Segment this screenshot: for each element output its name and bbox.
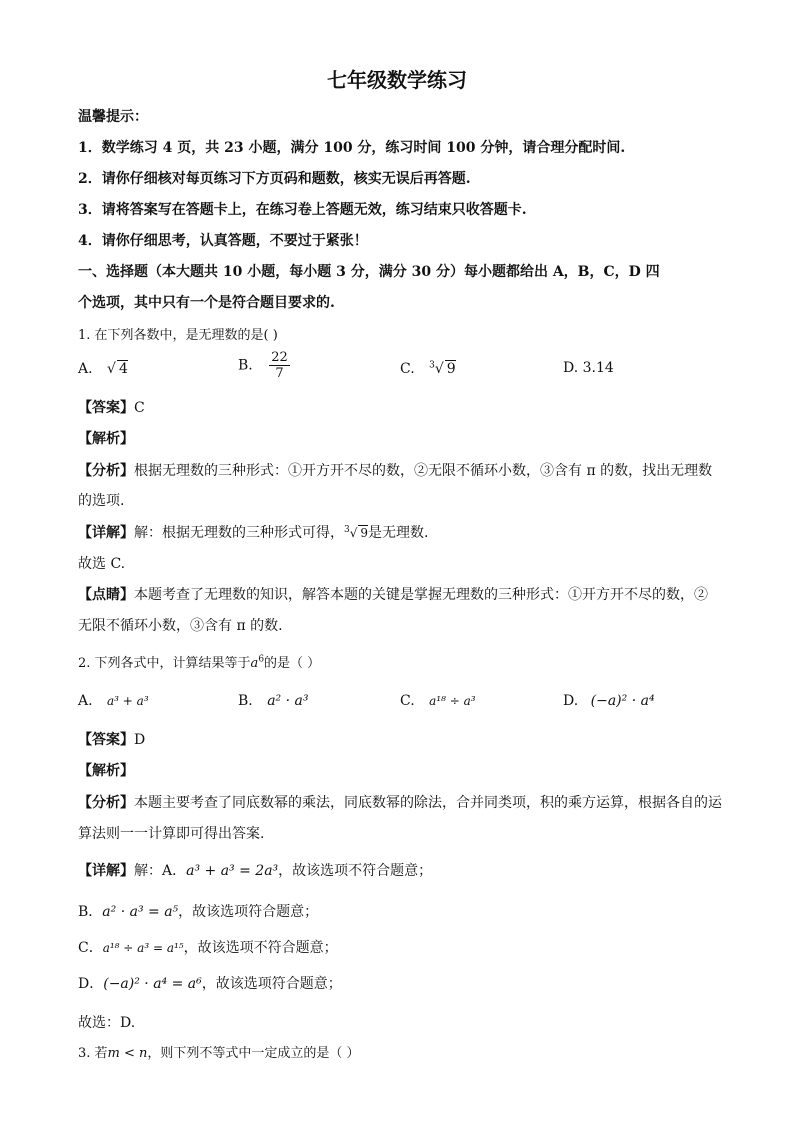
q1-option-c-index: 3 bbox=[429, 360, 435, 371]
q2-jiexi-tag: 【解析】 bbox=[78, 763, 134, 779]
q1-option-a-label: A. bbox=[78, 361, 93, 377]
q3-stem-expr: m < n bbox=[107, 1046, 148, 1061]
q2-guxuan: 故选：D. bbox=[78, 1015, 136, 1031]
q1-xiangjie-post: 是无理数. bbox=[368, 525, 429, 541]
section-heading-line-1: 一、选择题（本大题共 10 小题，每小题 3 分，满分 30 分）每小题都给出 A，B，C，D 四 bbox=[78, 264, 660, 280]
q2-xiangjie-d-expr: (−a)² · a⁴ = a⁶ bbox=[103, 976, 202, 992]
q2-answer bbox=[78, 729, 145, 749]
page-title: 七年级数学练习 bbox=[327, 68, 467, 92]
q1-option-b-denominator: 7 bbox=[275, 366, 284, 381]
notice-item-2: 2．请你仔细核对每页练习下方页码和题数，核实无误后再答题. bbox=[78, 171, 471, 187]
q2-xiangjie-c-pre: C． bbox=[78, 940, 103, 956]
notice-item-4: 4．请你仔细思考，认真答题，不要过于紧张！ bbox=[78, 233, 368, 249]
q2-xiangjie-a-expr: a³ + a³ = 2a³ bbox=[186, 863, 279, 879]
notice-item-1: 1．数学练习 4 页，共 23 小题，满分 100 分，练习时间 100 分钟，请合理分配时间. bbox=[78, 140, 626, 156]
q2-xiangjie-d-post: ，故该选项符合题意； bbox=[201, 976, 342, 992]
q1-option-d: D. 3.14 bbox=[563, 360, 614, 376]
q1-option-b bbox=[238, 350, 290, 381]
q2-xiangjie-a-post: ，故该选项不符合题意； bbox=[278, 863, 433, 879]
q2-option-b-expr: a² · a³ bbox=[267, 693, 309, 709]
q1-option-c-label: C. bbox=[400, 361, 415, 377]
q2-answer-tag: 【答案】 bbox=[78, 732, 134, 748]
q2-fenxi-text-1: 本题主要考查了同底数幂的乘法，同底数幂的除法，合并同类项，积的乘方运算，根据各自的运 bbox=[134, 795, 722, 811]
q3-stem bbox=[78, 1042, 360, 1061]
q2-fenxi-tag: 【分析】 bbox=[78, 795, 134, 811]
q1-dianjing-text-1: 本题考查了无理数的知识，解答本题的关键是掌握无理数的三种形式：①开方开不尽的数，② bbox=[134, 587, 708, 603]
q2-xiangjie-a bbox=[78, 860, 432, 880]
q2-stem-post: 的是（ ） bbox=[264, 656, 321, 671]
q2-stem: 2. 下列各式中，计算结果等于$a^6$的是（ ） bbox=[78, 654, 321, 671]
q2-option-b-label: B. bbox=[238, 693, 253, 709]
q2-xiangjie-c-expr: a¹⁸ ÷ a³ = a¹⁵ bbox=[102, 941, 184, 955]
q2-answer-value: D bbox=[134, 732, 146, 748]
q2-option-b bbox=[238, 693, 308, 709]
q2-xiangjie-c bbox=[78, 937, 338, 957]
q1-xiangjie: 【详解】解：根据无理数的三种形式可得，$^3$√ 9是无理数. bbox=[78, 525, 429, 541]
q2-xiangjie-b-post: ，故该选项符合题意； bbox=[178, 904, 319, 920]
q2-option-c-expr: a¹⁸ ÷ a³ bbox=[429, 694, 476, 708]
q2-xiangjie-a-pre: 解：A． bbox=[134, 863, 187, 879]
q2-option-a-label: A. bbox=[78, 693, 93, 709]
q2-option-d bbox=[563, 693, 655, 709]
q1-answer-tag: 【答案】 bbox=[78, 400, 134, 416]
q1-xiangjie-pre: 解：根据无理数的三种形式可得， bbox=[134, 525, 344, 541]
q1-option-a-value: 4 bbox=[118, 361, 128, 377]
q1-dianjing-tag: 【点睛】 bbox=[78, 587, 134, 603]
q1-jiexi-tag: 【解析】 bbox=[78, 431, 134, 447]
q1-stem: 1. 在下列各数中，是无理数的是( ) bbox=[78, 328, 278, 343]
q2-option-c bbox=[400, 693, 476, 709]
q2-option-d-expr: (−a)² · a⁴ bbox=[590, 693, 655, 709]
q1-guxuan: 故选 C. bbox=[78, 556, 126, 572]
q1-fenxi-text-1: 根据无理数的三种形式：①开方开不尽的数，②无限不循环小数，③含有 π 的数，找出无理数 bbox=[134, 463, 713, 479]
q3-stem-pre: 3. 若 bbox=[78, 1046, 108, 1061]
q1-option-c: C. $^3$√ 9 bbox=[400, 360, 456, 377]
q2-fenxi-line-2: 算法则一一计算即可得出答案. bbox=[78, 826, 265, 842]
q1-xiangjie-value: 9 bbox=[360, 526, 369, 540]
q1-dianjing-line-2: 无限不循环小数，③含有 π 的数. bbox=[78, 618, 283, 634]
q2-fenxi-line-1 bbox=[78, 792, 722, 812]
q2-stem-pre: 2. 下列各式中，计算结果等于 bbox=[78, 656, 251, 671]
q2-xiangjie-tag: 【详解】 bbox=[78, 863, 134, 879]
notice-item-3: 3．请将答案写在答题卡上，在练习卷上答题无效，练习结束只收答题卡. bbox=[78, 202, 527, 218]
q2-xiangjie-b-pre: B． bbox=[78, 904, 103, 920]
q1-option-b-numerator: 22 bbox=[271, 350, 288, 365]
q1-fenxi-line-2: 的选项. bbox=[78, 493, 125, 509]
q2-xiangjie-d-pre: D． bbox=[78, 976, 104, 992]
q1-option-c-value: 9 bbox=[446, 361, 456, 377]
notice-heading: 温馨提示： bbox=[78, 109, 148, 125]
q3-stem-post: ，则下列不等式中一定成立的是（ ） bbox=[147, 1046, 360, 1061]
q2-option-a-expr: a³ + a³ bbox=[107, 694, 149, 708]
q1-answer-value: C bbox=[134, 400, 145, 416]
q1-option-b-label: B. bbox=[238, 357, 253, 374]
q1-fenxi-tag: 【分析】 bbox=[78, 463, 134, 479]
q2-xiangjie-c-post: ，故该选项不符合题意； bbox=[183, 940, 338, 956]
q1-xiangjie-index: 3 bbox=[344, 525, 350, 535]
q1-dianjing-line-1 bbox=[78, 584, 708, 604]
q1-xiangjie-tag: 【详解】 bbox=[78, 525, 134, 541]
q2-xiangjie-b-expr: a² · a³ = a⁵ bbox=[102, 904, 179, 920]
q2-option-a bbox=[78, 693, 149, 709]
q1-fenxi-line-1 bbox=[78, 460, 712, 480]
q2-option-d-label: D. bbox=[563, 693, 579, 709]
q1-option-a: A. √ 4 bbox=[78, 361, 128, 377]
section-heading-line-2: 个选项，其中只有一个是符合题目要求的. bbox=[78, 295, 335, 311]
q1-answer bbox=[78, 397, 145, 417]
q2-option-c-label: C. bbox=[400, 693, 415, 709]
q2-xiangjie-b bbox=[78, 901, 318, 921]
q2-xiangjie-d bbox=[78, 973, 342, 993]
